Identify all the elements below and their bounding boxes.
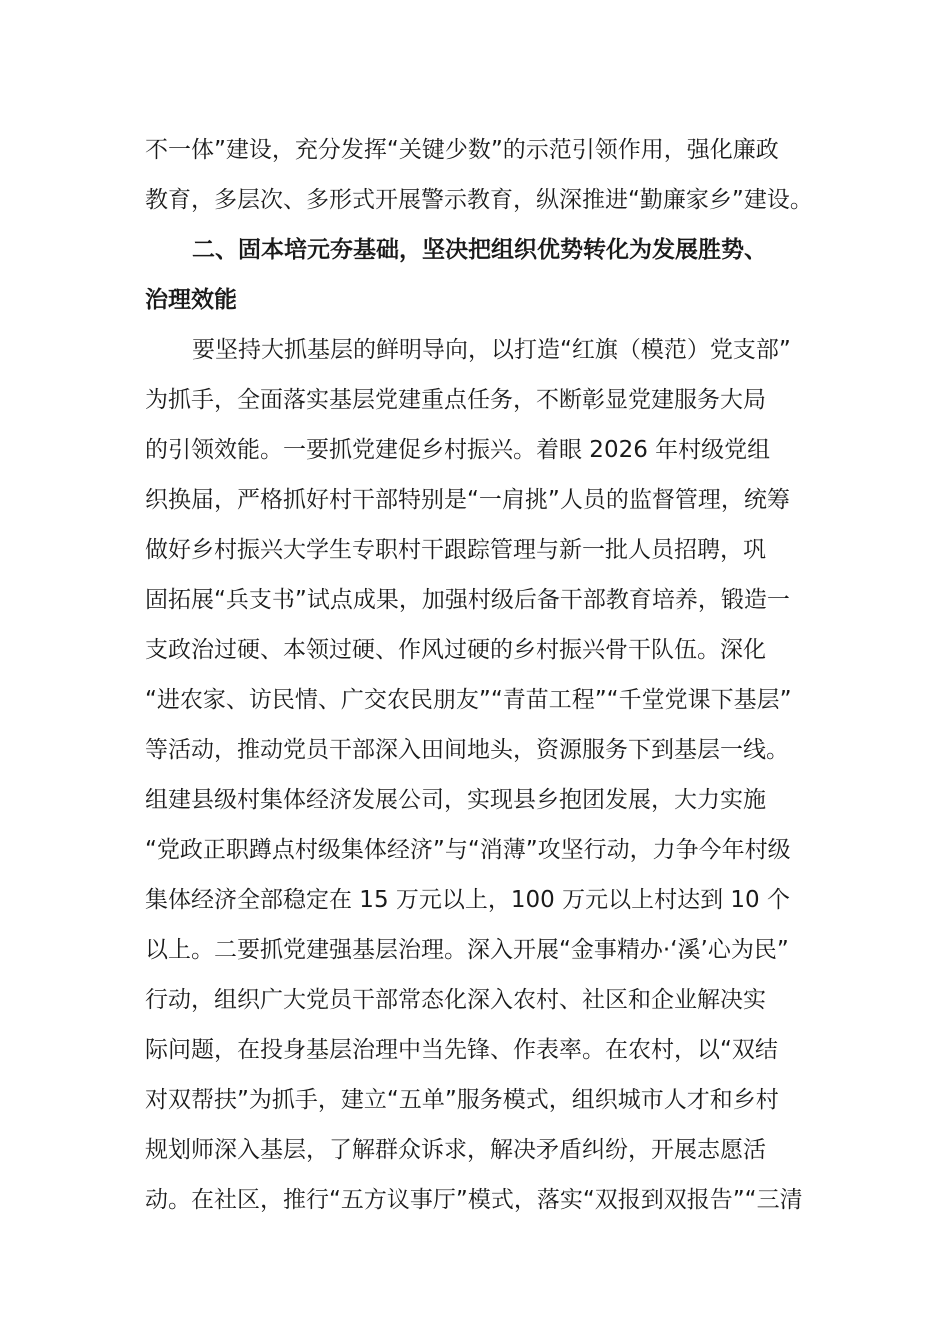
body-text-line: 集体经济全部稳定在 15 万元以上，100 万元以上村达到 10 个 xyxy=(145,887,790,913)
body-text-line: 组建县级村集体经济发展公司，实现县乡抱团发展，大力实施 xyxy=(145,787,766,813)
body-text-line: 固拓展“兵支书”试点成果，加强村级后备干部教育培养，锻造一 xyxy=(145,587,790,613)
body-text-line: 对双帮扶”为抓手，建立“五单”服务模式，组织城市人才和乡村 xyxy=(145,1087,779,1113)
paragraph-first-line: 要坚持大抓基层的鲜明导向，以打造“红旗（模范）党支部” xyxy=(192,337,791,363)
body-text-line: 做好乡村振兴大学生专职村干跟踪管理与新一批人员招聘，巩 xyxy=(145,537,766,563)
body-text-line: “党政正职蹲点村级集体经济”与“消薄”攻坚行动，力争今年村级 xyxy=(145,837,791,863)
body-text-line: 不一体”建设，充分发挥“关键少数”的示范引领作用，强化廉政 xyxy=(145,137,779,163)
body-text-line: 以上。二要抓党建强基层治理。深入开展“金事精办·‘溪’心为民” xyxy=(145,937,789,963)
body-text-line: 的引领效能。一要抓党建促乡村振兴。着眼 2026 年村级党组 xyxy=(145,437,771,463)
body-text-line: 为抓手，全面落实基层党建重点任务，不断彰显党建服务大局 xyxy=(145,387,766,413)
body-text-line: “进农家、访民情、广交农民朋友”“青苗工程”“千堂党课下基层” xyxy=(145,687,792,713)
body-text-line: 教育，多层次、多形式开展警示教育，纵深推进“勤廉家乡”建设。 xyxy=(145,187,813,213)
body-text-line: 动。在社区，推行“五方议事厅”模式，落实“双报到双报告”“三清 xyxy=(145,1187,803,1213)
body-text-line: 行动，组织广大党员干部常态化深入农村、社区和企业解决实 xyxy=(145,987,766,1013)
section-heading: 治理效能 xyxy=(145,287,237,313)
body-text-line: 规划师深入基层，了解群众诉求，解决矛盾纠纷，开展志愿活 xyxy=(145,1137,766,1163)
body-text-line: 织换届，严格抓好村干部特别是“一肩挑”人员的监督管理，统筹 xyxy=(145,487,790,513)
body-text-line: 支政治过硬、本领过硬、作风过硬的乡村振兴骨干队伍。深化 xyxy=(145,637,766,663)
body-text-line: 等活动，推动党员干部深入田间地头，资源服务下到基层一线。 xyxy=(145,737,789,763)
body-text-line: 际问题，在投身基层治理中当先锋、作表率。在农村，以“双结 xyxy=(145,1037,778,1063)
section-heading: 二、固本培元夯基础，坚决把组织优势转化为发展胜势、 xyxy=(192,237,767,263)
